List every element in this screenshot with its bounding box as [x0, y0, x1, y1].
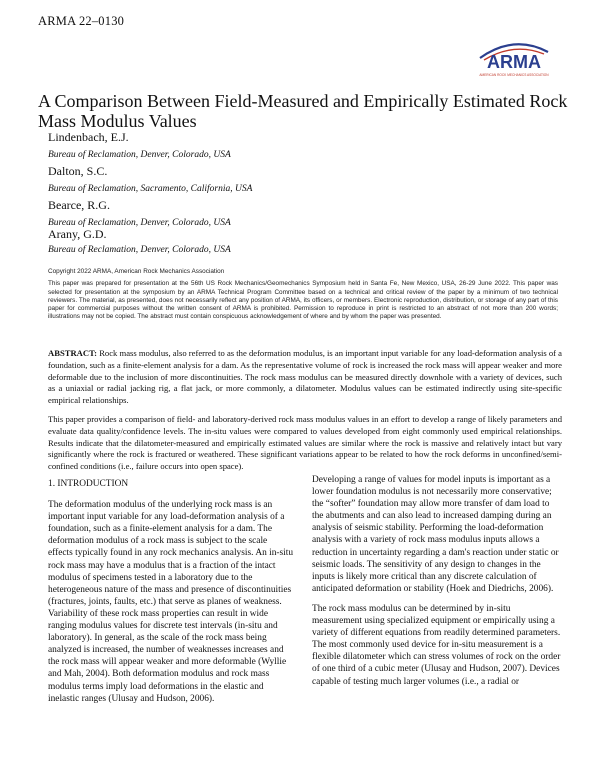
- body-paragraph: The rock mass modulus can be determined by in-situ measurement using specialized equipment or empirically using a variety of different equations from readily determined parameters. The most commonly used device for in-situ measurement is a flexible dilatometer which can stress volumes of rock on the order of one third of a cubic meter (Ulusay and Hudson, 2007). Devices capable of testing much larger volumes (i.e., a radial or: [312, 603, 561, 687]
- author-name: Arany, G.D.: [48, 227, 107, 241]
- copyright-statement: This paper was prepared for presentation at the 56th US Rock Mechanics/Geomechanics Symposium held in Santa Fe, New Mexico, USA, 26-29 June 2022. This paper was selected for presentation at the symposium by an ARMA Technical Program Committee based on a technical and critical review of the paper by a minimum of two technical reviewers. The material, as presented, does not necessarily reflect any position of ARMA, its officers, or members. Electronic reproduction, distribution, or storage of any part of this paper for commercial purposes without the written consent of ARMA is prohibited. Permission to reproduce in print is restricted to an abstract of not more than 200 words; illustrations may not be copied. The abstract must contain conspicuous acknowledgement of where and by whom the paper was presented.: [48, 280, 558, 321]
- arma-logo-graphic: [474, 36, 554, 80]
- author-name: Dalton, S.C.: [48, 164, 108, 178]
- author-affiliation: Bureau of Reclamation, Denver, Colorado, USA: [48, 245, 231, 255]
- arma-logo: [474, 36, 554, 80]
- body-paragraph: The deformation modulus of the underlying rock mass is an important input variable for any load-deformation analysis of a foundation, such as a finite-element analysis for a dam. The deformation modulus of a rock mass is subject to the scale effects typically found in any rock mechanics analysis. An in-situ rock mass may have a modulus that is a fraction of the intact modulus of specimens tested in a laboratory due to the heterogeneous nature of the mass and presence of discontinuities (fractures, joints, faults, etc.) that serve as planes of weakness. Variability of these rock mass properties can result in wide ranging modulus values for discrete test intervals (in-situ and laboratory). In general, as the scale of the rock mass being analyzed is increased, the number of weaknesses increases and the rock mass will appear weaker and more deformable (Wyllie and Mah, 2004). Both deformation modulus and rock mass modulus terms imply load deformations in the elastic and inelastic ranges (Ulusay and Hudson, 2006).: [48, 500, 294, 704]
- body-column-left: [48, 478, 294, 713]
- author-affiliation: Bureau of Reclamation, Denver, Colorado, USA: [48, 150, 231, 160]
- document-id: ARMA 22–0130: [38, 14, 125, 28]
- copyright-notice: [48, 268, 558, 322]
- abstract: [48, 348, 562, 473]
- copyright-line: Copyright 2022 ARMA, American Rock Mechanics Association: [48, 268, 225, 275]
- author-affiliation: Bureau of Reclamation, Denver, Colorado, USA: [48, 218, 231, 228]
- body-column-right: [312, 474, 562, 696]
- author-affiliation: Bureau of Reclamation, Sacramento, California, USA: [48, 184, 253, 194]
- abstract-paragraph-1: Rock mass modulus, also referred to as the deformation modulus, is an important input variable for any load-deformation analysis of a foundation, such as a finite-element analysis for a dam. As the representative volume of rock is increased the rock mass will appear weaker and more deformable due to the inclusion of more discontinuities. The rock mass modulus can be measured directly downhole with a variety of devices, such as a uniaxial or radial jacking rig, a flat jack, or more commonly, a dilatometer. Modulus values can be estimated indirectly using site-specific empirical relationships.: [48, 348, 562, 406]
- logo-text: ARMA: [487, 52, 541, 72]
- author-name: Lindenbach, E.J.: [48, 130, 129, 144]
- paper-title: A Comparison Between Field-Measured and Empirically Estimated Rock Mass Modulus Values: [38, 91, 568, 131]
- abstract-paragraph-2: This paper provides a comparison of field- and laboratory-derived rock mass modulus values in an effort to develop a range of likely parameters and evaluate data quality/confidence levels. The in-situ values were compared to values developed from eight commonly used empirical relationships. Results indicate that the dilatometer-measured and empirically estimated values are similar where the rock is massive and relatively intact but vary significantly where the rock is fractured or weathered. These significant variations appear to be related to how the rock deforms in unconfined/semi-confined conditions (i.e., failure occurs into open space).: [48, 413, 562, 472]
- author-name: Bearce, R.G.: [48, 198, 110, 212]
- section-heading: 1. INTRODUCTION: [48, 479, 129, 489]
- abstract-label: ABSTRACT:: [48, 348, 98, 358]
- body-paragraph: Developing a range of values for model inputs is important as a lower foundation modulus is not necessarily more conservative; the “softer” foundation may allow more transfer of dam load to the abutments and can also lead to increased damping during an analysis of seismic stability. Performing the load-deformation analysis with a variety of rock mass modulus inputs allows a reduction in uncertainty regarding a dam's reaction under static or seismic loads. The sensitivity of any design to changes in the inputs is likely more critical than any discrete calculation of anticipated deformation or stability (Hoek and Diedrichs, 2006).: [312, 475, 559, 594]
- logo-tagline: AMERICAN ROCK MECHANICS ASSOCIATION: [479, 73, 549, 77]
